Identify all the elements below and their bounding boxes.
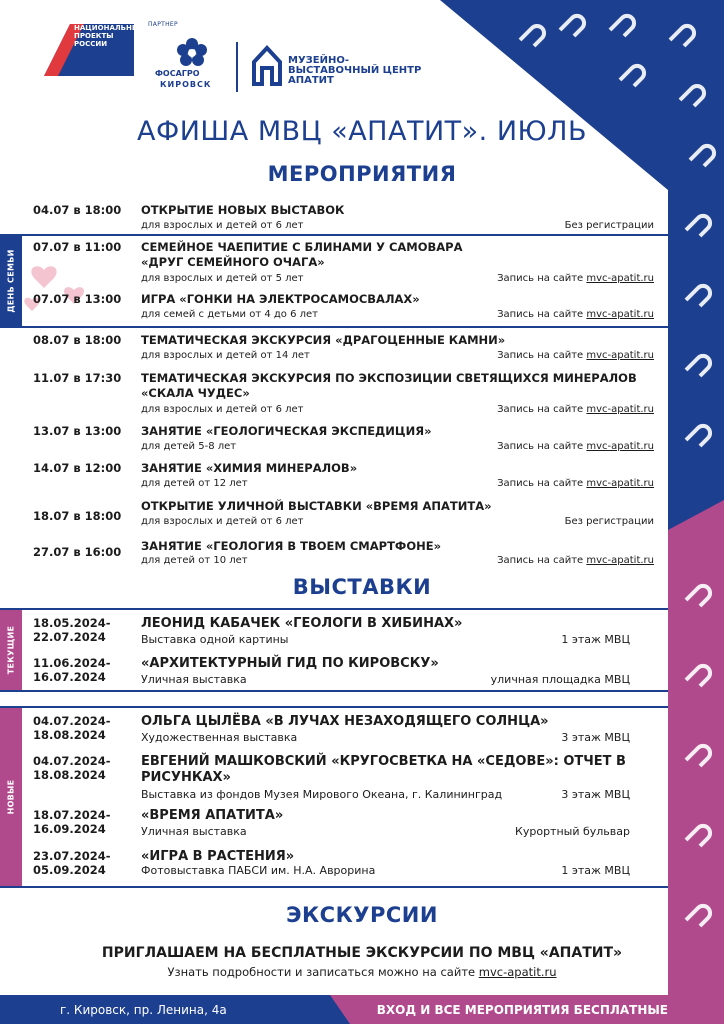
event-registration: Запись на сайте mvc-apatit.ru (497, 441, 654, 452)
phosagro-name: ФОСАГРО (155, 69, 200, 78)
exhibition-type: Выставка одной картины (141, 633, 289, 646)
exhibition-type: Фотовыставка ПАБСИ им. Н.А. Аврорина (141, 864, 376, 877)
event-audience: для взрослых и детей от 6 лет (141, 220, 304, 231)
event-registration: Без регистрации (564, 516, 654, 527)
event-date: 08.07 в 18:00 (33, 333, 122, 347)
current-top-line (0, 608, 668, 610)
family-day-top-line (0, 234, 668, 236)
section-title-excursions: ЭКСКУРСИИ (286, 903, 438, 927)
exhibition-place: 3 этаж МВЦ (561, 788, 630, 801)
new-top-line (0, 706, 668, 708)
section-title-exhibitions: ВЫСТАВКИ (292, 575, 432, 599)
event-date: 07.07 в 13:00 (33, 292, 122, 306)
event-name: ТЕМАТИЧЕСКАЯ ЭКСКУРСИЯ «ДРАГОЦЕННЫЕ КАМНИ» (141, 333, 506, 347)
event-registration: Запись на сайте mvc-apatit.ru (497, 273, 654, 284)
event-registration: Запись на сайте mvc-apatit.ru (497, 478, 654, 489)
exhibition-name: «ВРЕМЯ АПАТИТА» (141, 808, 284, 823)
exhibition-place: Курортный бульвар (515, 825, 630, 838)
exhibition-type: Уличная выставка (141, 673, 247, 686)
event-date: 04.07 в 18:00 (33, 203, 122, 217)
event-name: СЕМЕЙНОЕ ЧАЕПИТИЕ С БЛИНАМИ У САМОВАРА «ДРУГ СЕМЕЙНОГО ОЧАГА» (141, 240, 463, 269)
exhibition-type: Художественная выставка (141, 731, 298, 744)
exhibition-name: ЛЕОНИД КАБАЧЕК «ГЕОЛОГИ В ХИБИНАХ» (141, 616, 463, 631)
exhibition-dates: 23.07.2024- 05.09.2024 (33, 849, 111, 877)
exhibition-name: ОЛЬГА ЦЫЛЁВА «В ЛУЧАХ НЕЗАХОДЯЩЕГО СОЛНЦА» (141, 714, 549, 729)
national-projects-text: НАЦИОНАЛЬНЫЕ ПРОЕКТЫ РОССИИ (74, 24, 144, 48)
footer-address: г. Кировск, пр. Ленина, 4а (60, 1003, 227, 1017)
exhibition-place: 1 этаж МВЦ (561, 864, 630, 877)
site-link[interactable]: mvc-apatit.ru (586, 441, 654, 452)
event-audience: для семей с детьми от 4 до 6 лет (141, 309, 318, 320)
side-tab-current: ТЕКУЩИЕ (0, 610, 22, 690)
event-date: 14.07 в 12:00 (33, 461, 122, 475)
event-registration: Запись на сайте mvc-apatit.ru (497, 309, 654, 320)
event-audience: для детей 5-8 лет (141, 441, 237, 452)
event-date: 27.07 в 16:00 (33, 545, 122, 559)
event-audience: для детей от 10 лет (141, 555, 248, 566)
event-name: ЗАНЯТИЕ «ХИМИЯ МИНЕРАЛОВ» (141, 461, 358, 475)
event-date: 13.07 в 13:00 (33, 424, 122, 438)
footer-free-entry: ВХОД И ВСЕ МЕРОПРИЯТИЯ БЕСПЛАТНЫЕ (376, 1003, 668, 1017)
exhibition-dates: 11.06.2024- 16.07.2024 (33, 656, 111, 684)
event-audience: для взрослых и детей от 6 лет (141, 516, 304, 527)
site-link[interactable]: mvc-apatit.ru (478, 965, 557, 979)
current-bottom-line (0, 690, 668, 692)
site-link[interactable]: mvc-apatit.ru (586, 350, 654, 361)
exhibition-dates: 04.07.2024- 18.08.2024 (33, 714, 111, 742)
phosagro-flower-icon (172, 36, 212, 68)
event-name: ИГРА «ГОНКИ НА ЭЛЕКТРОСАМОСВАЛАХ» (141, 292, 420, 306)
event-date: 18.07 в 18:00 (33, 509, 122, 523)
event-registration: Запись на сайте mvc-apatit.ru (497, 404, 654, 415)
phosagro-city: КИРОВСК (160, 80, 212, 89)
event-audience: для взрослых и детей от 6 лет (141, 404, 304, 415)
event-registration: Запись на сайте mvc-apatit.ru (497, 350, 654, 361)
excursions-subtext: Узнать подробности и записаться можно на сайте mvc-apatit.ru (167, 965, 557, 979)
event-registration: Запись на сайте mvc-apatit.ru (497, 555, 654, 566)
mvc-house-icon (252, 42, 282, 86)
event-audience: для взрослых и детей от 5 лет (141, 273, 304, 284)
exhibition-type: Уличная выставка (141, 825, 247, 838)
exhibition-type: Выставка из фондов Музея Мирового Океана, г. Калининград (141, 788, 503, 801)
exhibition-name: «ИГРА В РАСТЕНИЯ» (141, 849, 295, 864)
page-title: АФИША МВЦ «АПАТИТ». ИЮЛЬ (137, 116, 587, 147)
mvc-logo-text: МУЗЕЙНО- ВЫСТАВОЧНЫЙ ЦЕНТР АПАТИТ (288, 55, 422, 86)
partner-label: ПАРТНЕР (148, 21, 178, 28)
exhibition-dates: 18.07.2024- 16.09.2024 (33, 808, 111, 836)
exhibition-dates: 18.05.2024- 22.07.2024 (33, 616, 111, 644)
exhibition-place: 1 этаж МВЦ (561, 633, 630, 646)
side-tab-family-day: ДЕНЬ СЕМЬИ (0, 236, 22, 326)
header-divider (236, 42, 238, 92)
site-link[interactable]: mvc-apatit.ru (586, 404, 654, 415)
family-day-bottom-line (0, 326, 668, 328)
site-link[interactable]: mvc-apatit.ru (586, 555, 654, 566)
exhibition-place: 3 этаж МВЦ (561, 731, 630, 744)
exhibition-name: «АРХИТЕКТУРНЫЙ ГИД ПО КИРОВСКУ» (141, 656, 439, 671)
event-registration: Без регистрации (564, 220, 654, 231)
site-link[interactable]: mvc-apatit.ru (586, 309, 654, 320)
event-audience: для детей от 12 лет (141, 478, 248, 489)
exhibition-name: ЕВГЕНИЙ МАШКОВСКИЙ «КРУГОСВЕТКА НА «СЕДОВЕ»: ОТЧЕТ В РИСУНКАХ» (141, 754, 626, 785)
event-date: 11.07 в 17:30 (33, 371, 122, 385)
site-link[interactable]: mvc-apatit.ru (586, 478, 654, 489)
excursions-invite: ПРИГЛАШАЕМ НА БЕСПЛАТНЫЕ ЭКСКУРСИИ ПО МВЦ «АПАТИТ» (101, 945, 623, 961)
new-bottom-line (0, 886, 668, 888)
exhibition-place: уличная площадка МВЦ (490, 673, 630, 686)
section-title-events: МЕРОПРИЯТИЯ (267, 162, 457, 186)
event-name: ЗАНЯТИЕ «ГЕОЛОГИЯ В ТВОЕМ СМАРТФОНЕ» (141, 539, 442, 553)
event-audience: для взрослых и детей от 14 лет (141, 350, 310, 361)
side-tab-new: НОВЫЕ (0, 708, 22, 886)
exhibition-dates: 04.07.2024- 18.08.2024 (33, 754, 111, 782)
event-date: 07.07 в 11:00 (33, 240, 122, 254)
event-name: ЗАНЯТИЕ «ГЕОЛОГИЧЕСКАЯ ЭКСПЕДИЦИЯ» (141, 424, 432, 438)
event-name: ОТКРЫТИЕ УЛИЧНОЙ ВЫСТАВКИ «ВРЕМЯ АПАТИТА» (141, 499, 492, 513)
site-link[interactable]: mvc-apatit.ru (586, 273, 654, 284)
event-name: ТЕМАТИЧЕСКАЯ ЭКСКУРСИЯ ПО ЭКСПОЗИЦИИ СВЕТЯЩИХСЯ МИНЕРАЛОВ «СКАЛА ЧУДЕС» (141, 371, 637, 400)
event-name: ОТКРЫТИЕ НОВЫХ ВЫСТАВОК (141, 203, 345, 217)
